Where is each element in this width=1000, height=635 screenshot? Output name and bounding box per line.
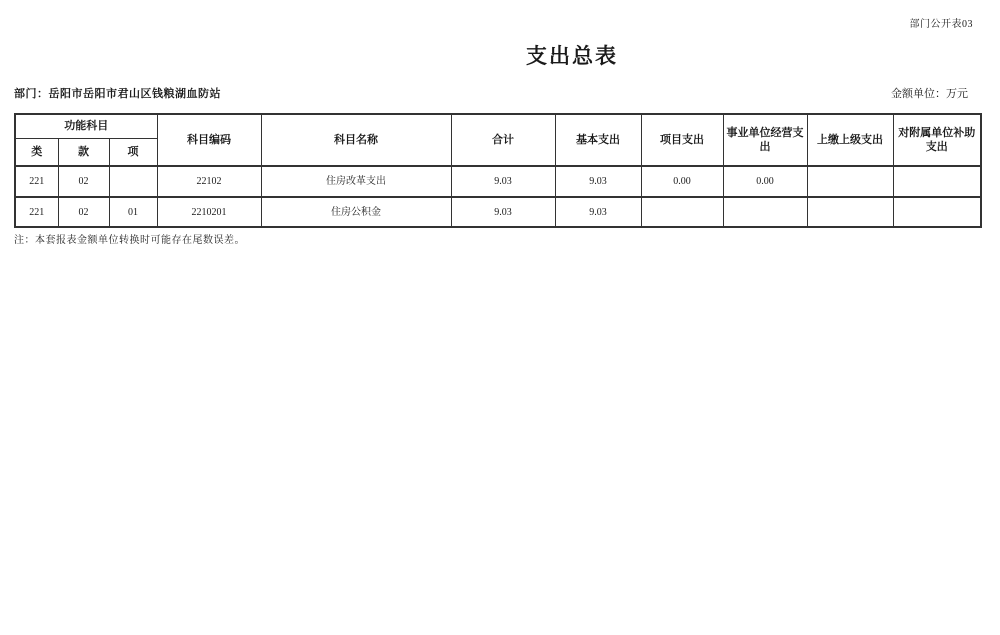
table-row	[15, 197, 981, 227]
header-basic-expenditure: 基本支出	[555, 114, 641, 166]
cell-name: 住房改革支出	[261, 166, 451, 197]
header-upper-level-expenditure: 上缴上级支出	[807, 114, 893, 166]
header-total: 合计	[451, 114, 555, 166]
header-subject-code: 科目编码	[157, 114, 261, 166]
cell-item	[109, 166, 157, 197]
cell-basic: 9.03	[555, 166, 641, 197]
header-item: 项	[109, 138, 157, 166]
header-subject-name: 科目名称	[261, 114, 451, 166]
cell-project: 0.00	[641, 166, 723, 197]
cell-class: 221	[15, 197, 58, 227]
header-project-expenditure: 项目支出	[641, 114, 723, 166]
header-section: 款	[58, 138, 109, 166]
cell-code: 2210201	[157, 197, 261, 227]
cell-section: 02	[58, 166, 109, 197]
unit-label: 金额单位：万元	[891, 88, 968, 100]
cell-section: 02	[58, 197, 109, 227]
cell-upper	[807, 166, 893, 197]
cell-operating: 0.00	[723, 166, 807, 197]
cell-basic: 9.03	[555, 197, 641, 227]
cell-name: 住房公积金	[261, 197, 451, 227]
cell-upper	[807, 197, 893, 227]
header-functional-subject: 功能科目	[15, 114, 157, 138]
cell-project	[641, 197, 723, 227]
page-title: 支出总表	[526, 44, 618, 68]
cell-total: 9.03	[451, 166, 555, 197]
cell-total: 9.03	[451, 197, 555, 227]
footnote: 注：本套报表金额单位转换时可能存在尾数误差。	[14, 235, 245, 246]
meta-row	[14, 85, 968, 101]
cell-subsidy	[893, 166, 981, 197]
header-class: 类	[15, 138, 58, 166]
department-label: 部门：岳阳市岳阳市君山区钱粮湖血防站	[14, 88, 221, 100]
cell-code: 22102	[157, 166, 261, 197]
table-row	[15, 166, 981, 197]
cell-item: 01	[109, 197, 157, 227]
header-subsidy-expenditure: 对附属单位补助支出	[893, 114, 981, 166]
header-operating-expenditure: 事业单位经营支出	[723, 114, 807, 166]
expenditure-table	[14, 113, 982, 228]
corner-label: 部门公开表03	[909, 19, 973, 30]
cell-subsidy	[893, 197, 981, 227]
cell-operating	[723, 197, 807, 227]
cell-class: 221	[15, 166, 58, 197]
